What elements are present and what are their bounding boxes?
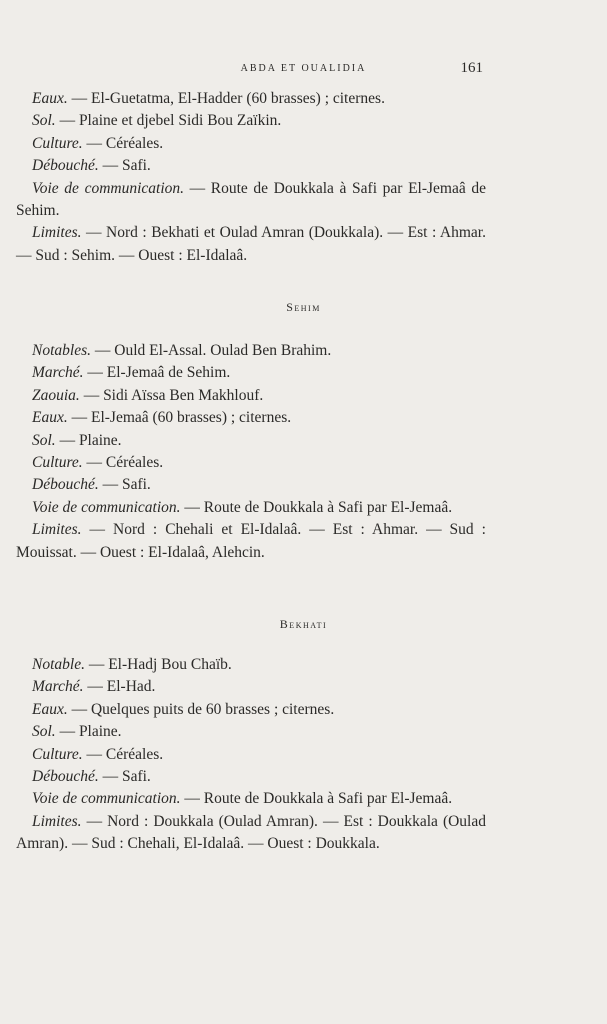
running-title: ABDA ET OUALIDIA	[240, 63, 367, 74]
entry-sol: Sol. — Plaine.	[32, 431, 122, 449]
entry-eaux: Eaux. — El-Guetatma, El-Hadder (60 brasses) ; citernes.	[32, 90, 385, 107]
section-title-sehim: Sehim	[286, 300, 321, 314]
entry-notable: Notable. — El-Hadj Bou Chaïb.	[32, 656, 232, 673]
entry-voie: Voie de communication. — Route de Doukkala à Safi par El-Jemaâ.	[32, 790, 453, 808]
entry-voie: Voie de communication. — Route de Doukkala à Safi par El-Jemaâ de Sehim.	[16, 179, 486, 220]
entry-culture: Culture. — Céréales.	[32, 454, 164, 472]
entry-marche: Marché. — El-Had.	[32, 678, 156, 696]
entry-voie: Voie de communication. — Route de Doukkala à Safi par El-Jemaâ.	[32, 498, 453, 516]
entry-eaux: Eaux. — Quelques puits de 60 brasses ; citernes.	[32, 700, 335, 718]
entry-culture: Culture. — Céréales.	[32, 745, 164, 763]
entry-limites: Limites. — Nord : Chehali et El-Idalaâ. — Est : Ahmar. — Sud : Mouissat. — Ouest : El-Idalaâ, Alehcin.	[16, 521, 486, 561]
section-bekhati	[16, 654, 486, 856]
entry-sol: Sol. — Plaine.	[32, 723, 122, 741]
page-number: 161	[460, 60, 483, 76]
entry-debouche: Débouché. — Safi.	[32, 157, 151, 175]
entry-debouche: Débouché. — Safi.	[32, 768, 151, 786]
entry-eaux: Eaux. — El-Jemaâ (60 brasses) ; citernes.	[32, 409, 292, 427]
section-title-bekhati: Bekhati	[279, 617, 328, 631]
section-sehim	[16, 340, 486, 564]
entry-marche: Marché. — El-Jemaâ de Sehim.	[32, 364, 231, 382]
entry-debouche: Débouché. — Safi.	[32, 476, 151, 494]
entry-culture: Culture. — Céréales.	[32, 134, 164, 152]
running-head	[0, 60, 607, 80]
entry-limites: Limites. — Nord : Doukkala (Oulad Amran). — Est : Doukkala (Oulad Amran). — Sud : Chehali, El-Idalaâ. — Ouest : Doukkala.	[16, 812, 486, 853]
entry-notables: Notables. — Ould El-Assal. Oulad Ben Brahim.	[32, 342, 332, 359]
entry-limites: Limites. — Nord : Bekhati et Oulad Amran (Doukkala). — Est : Ahmar. — Sud : Sehim. — Ouest : El-Idalaâ.	[16, 224, 486, 264]
section-continuation	[16, 88, 486, 267]
entry-zaouia: Zaouia. — Sidi Aïssa Ben Makhlouf.	[32, 386, 264, 404]
entry-sol: Sol. — Plaine et djebel Sidi Bou Zaïkin.	[32, 112, 282, 130]
